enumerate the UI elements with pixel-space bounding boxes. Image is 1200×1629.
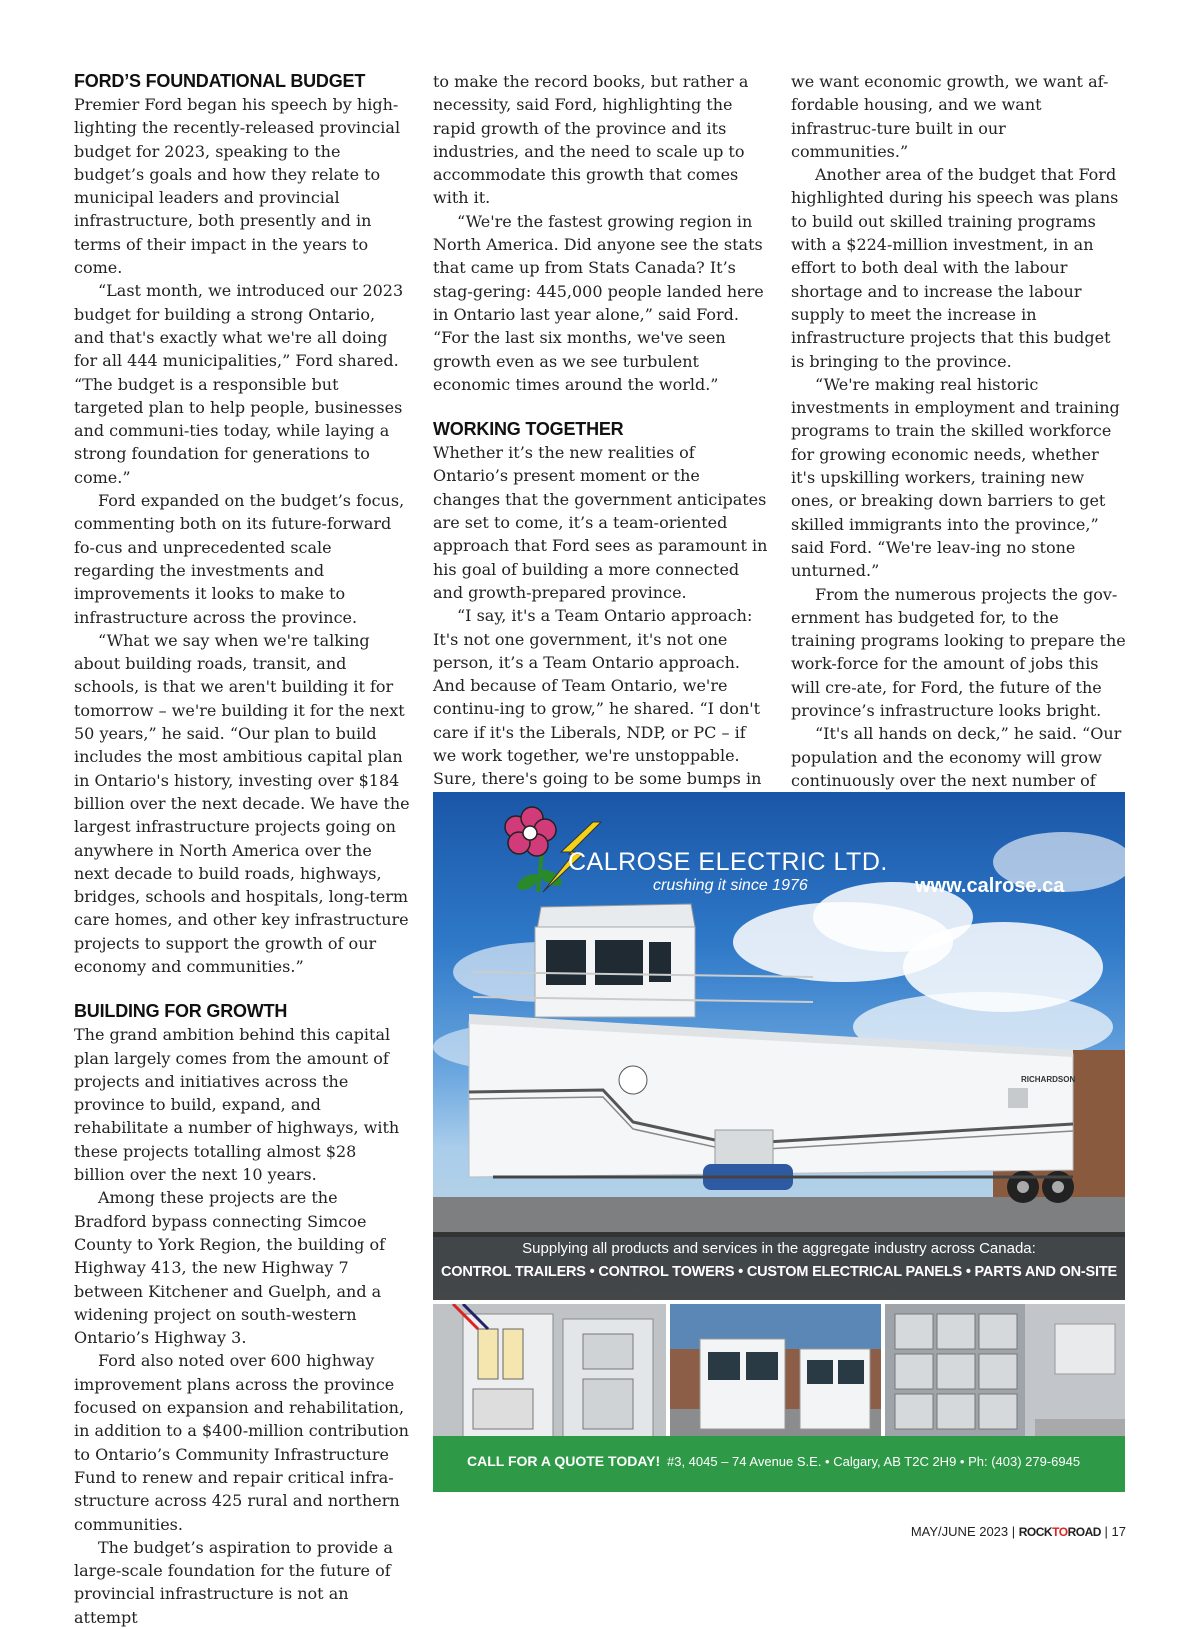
magazine-logo: ROCKTOROAD (1018, 1525, 1101, 1539)
paragraph: we want economic growth, we want af-fordable housing, and we want infrastruc-ture built in our communities.” (791, 72, 1109, 161)
ad-hero-image (433, 792, 1125, 1300)
trailer-brand-text: RICHARDSON (1021, 1075, 1076, 1084)
paragraph: “Last month, we introduced our 2023 budget for building a strong Ontario, and that's exactly what we're all doing for all 444 municipalities,” Ford shared. “The budget is a responsible but targeted plan to help people, businesses and communi-ties today, while laying a strong foundation for generations to come.” (74, 281, 404, 487)
paragraph: “It's all hands on deck,” he said. “Our population and the economy will grow continuously over the next number of (791, 724, 1122, 790)
ad-company-name: CALROSE ELECTRIC LTD. (568, 848, 888, 876)
paragraph: Ford expanded on the budget’s focus, commenting both on its future-forward fo-cus and unprecedented scale regarding the investments and improvements it looks to make to infrastructure across the province. (74, 491, 405, 627)
ad-call-to-action[interactable]: CALL FOR A QUOTE TODAY! (467, 1453, 661, 1469)
article-column-3 (791, 70, 1127, 839)
ad-tagline: Supplying all products and services in the aggregate industry across Canada: (522, 1240, 1036, 1257)
ad-contact-footer (433, 1436, 1125, 1492)
paragraph: “I say, it's a Team Ontario approach: It's not one government, it's not one person, it’s a Team Ontario approach. And because of Team Ontario, we're continu-ing to grow,” he shared. “I don't care if it's the Liberals, NDP, or PC – if we work together, we're unstoppable. Sure, there's going to be some bumps in (433, 606, 762, 789)
issue-date: MAY/JUNE 2023 (910, 1524, 1009, 1539)
paragraph: “We're the fastest growing region in North America. Did anyone see the stats that came up from Stats Canada? It’s stag-gering: 445,000 people landed here in Ontario last year alone,” said Ford. “For the last six months, we've seen growth even as we see turbulent economic times around the world.” (433, 211, 764, 394)
calrose-advertisement[interactable] (433, 792, 1125, 1494)
paragraph: “We're making real historic investments in employment and training programs to train the skilled workforce for growing economic needs, whether it's upskilling workers, training new ones, or breaking down barriers to get skilled immigrants into the province,” said Ford. “We're leav-ing no stone unturned.” (791, 374, 1120, 581)
ad-address: #3, 4045 – 74 Avenue S.E. • Calgary, AB T2C 2H9 • Ph: (403) 279-6945 (667, 1454, 1081, 1469)
control-towers-photo (670, 1304, 881, 1452)
article-column-1 (74, 70, 410, 1629)
paragraph: The grand ambition behind this capital plan largely comes from the amount of projects and initiatives across the province to build, expand, and rehabilitate a number of highways, with these projects totalling almost $28 billion over the next 10 years. (74, 1025, 400, 1185)
heading-working-together: WORKING TOGETHER (433, 419, 624, 440)
paragraph: to make the record books, but rather a necessity, said Ford, highlighting the rapid growth of the province and its industries, and the need to scale up to accommodate this growth that comes with it. (433, 72, 749, 208)
paragraph: Ford also noted over 600 highway improvement plans across the province focused on expansion and rehabilitation, in addition to a $400-million contribution to Ontario’s Community Infrastructure Fund to renew and repair critical infra-structure across 425 rural and northern communities. (74, 1351, 409, 1534)
paragraph: The budget’s aspiration to provide a large-scale foundation for the future of provincial infrastructure is not an attempt (74, 1537, 393, 1627)
ad-website-link[interactable]: www.calrose.ca (915, 875, 1065, 897)
electrical-panel-photo (433, 1304, 666, 1452)
page-number: 17 (1111, 1524, 1126, 1539)
article-column-2 (433, 70, 769, 837)
paragraph: Whether it’s the new realities of Ontario’s present moment or the changes that the government anticipates are set to come, it’s a team-oriented approach that Ford sees as paramount in his goal of building a more connected and growth-prepared province. (433, 443, 768, 602)
ad-services-list: CONTROL TRAILERS • CONTROL TOWERS • CUSTOM ELECTRICAL PANELS • PARTS AND ON-SITE (441, 1264, 1117, 1280)
paragraph: Among these projects are the Bradford bypass connecting Simcoe County to York Region, the building of Highway 413, the new Highway 7 between Kitchener and Guelph, and a widening project on south-western Ontario’s Highway 3. (74, 1188, 386, 1348)
ad-slogan: crushing it since 1976 (653, 877, 808, 894)
paragraph: Premier Ford began his speech by high-lighting the recently-released provincial budget for 2023, speaking to the budget’s goals and how they relate to municipal leaders and provincial infrastructure, both presently and in terms of their impact in the years to come. (74, 95, 401, 278)
page-footer: MAY/JUNE 2023 | ROCKTOROAD | 17 (910, 1524, 1126, 1539)
switchgear-trailer-photo (885, 1304, 1125, 1452)
heading-fords-foundational-budget: FORD’S FOUNDATIONAL BUDGET (74, 71, 366, 91)
heading-building-for-growth: BUILDING FOR GROWTH (74, 1001, 288, 1022)
ad-photo-strip (433, 1304, 1125, 1452)
paragraph: “What we say when we're talking about building roads, transit, and schools, is that we aren't building it for tomorrow – we're building it for the next 50 years,” he said. “Our plan to build includes the most ambitious capital plan in Ontario's history, investing over $184 billion over the next decade. We have the largest infrastructure projects going on anywhere in North America over the next decade to build roads, highways, bridges, schools and hospitals, long-term care homes, and other key infrastructure projects to support the growth of our economy and communities.” (74, 630, 410, 976)
paragraph: From the numerous projects the gov-ernment has budgeted for, to the training programs looking to prepare the work-force for the amount of jobs this will cre-ate, for Ford, the future of the province’s infrastructure looks bright. (791, 584, 1126, 721)
paragraph: Another area of the budget that Ford highlighted during his speech was plans to build out skilled training programs with a $224-million investment, in an effort to both deal with the labour shortage and to increase the labour supply to meet the increase in infrastructure projects that this budget is bringing to the province. (791, 165, 1119, 371)
